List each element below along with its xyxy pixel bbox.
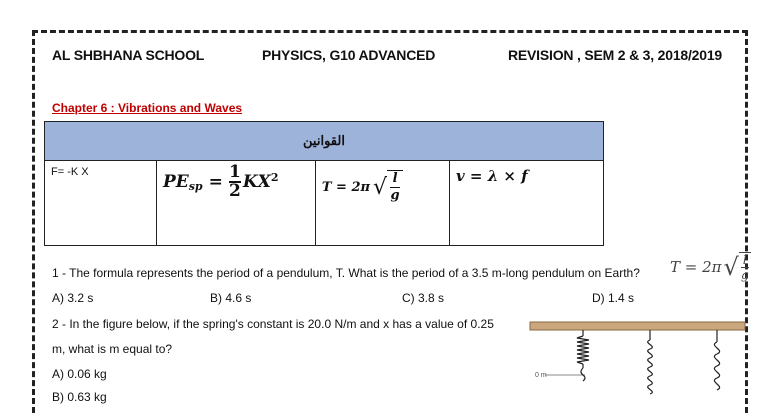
q1-option-a[interactable]: A) 3.2 s <box>52 291 94 305</box>
revision-title: REVISION , SEM 2 & 3, 2018/2019 <box>508 47 723 63</box>
ceiling-beam <box>530 322 745 330</box>
pendulum-period-formula: T = 2π √ l g <box>322 170 443 204</box>
question-2-line-1: 2 - In the figure below, if the spring's constant is 20.0 N/m and x has a value of 0.25 <box>52 317 494 331</box>
spring-3 <box>714 330 719 390</box>
question-2-line-2: m, what is m equal to? <box>52 342 173 356</box>
wave-speed-formula: v = λ × f <box>455 167 528 185</box>
q1-option-b[interactable]: B) 4.6 s <box>210 291 252 305</box>
spring-1 <box>577 330 589 381</box>
spring-pe-cell <box>156 161 315 246</box>
chapter-title: Chapter 6 : Vibrations and Waves <box>52 101 243 115</box>
spring-pe-formula: PE $_{sp}$ = 1 2 KX $^2$ <box>162 162 279 201</box>
question-1-text: 1 - The formula represents the period of a pendulum, T. What is the period of a 3.5 m-long pendulum on Earth? <box>52 266 640 280</box>
wave-speed-cell <box>449 161 603 246</box>
q1-option-d[interactable]: D) 1.4 s <box>592 291 635 305</box>
q2-option-a[interactable]: A) 0.06 kg <box>52 367 107 381</box>
school-name: AL SHBHANA SCHOOL <box>52 47 205 63</box>
spring-2 <box>648 330 653 394</box>
spring-figure <box>525 318 750 405</box>
laws-heading: القوانين <box>45 122 604 161</box>
question-1-formula: T = 2π √ l g <box>670 252 751 282</box>
zero-label: 0 m <box>535 372 547 379</box>
q2-option-b[interactable]: B) 0.63 kg <box>52 390 107 404</box>
laws-table <box>44 121 604 246</box>
hooke-law-cell <box>45 161 157 246</box>
q1-option-c[interactable]: C) 3.8 s <box>402 291 445 305</box>
pendulum-period-cell <box>315 161 449 246</box>
fraction-one-half: 1 2 <box>228 162 241 201</box>
subject-title: PHYSICS, G10 ADVANCED <box>262 47 436 63</box>
hooke-law: F= -K X <box>51 166 89 178</box>
